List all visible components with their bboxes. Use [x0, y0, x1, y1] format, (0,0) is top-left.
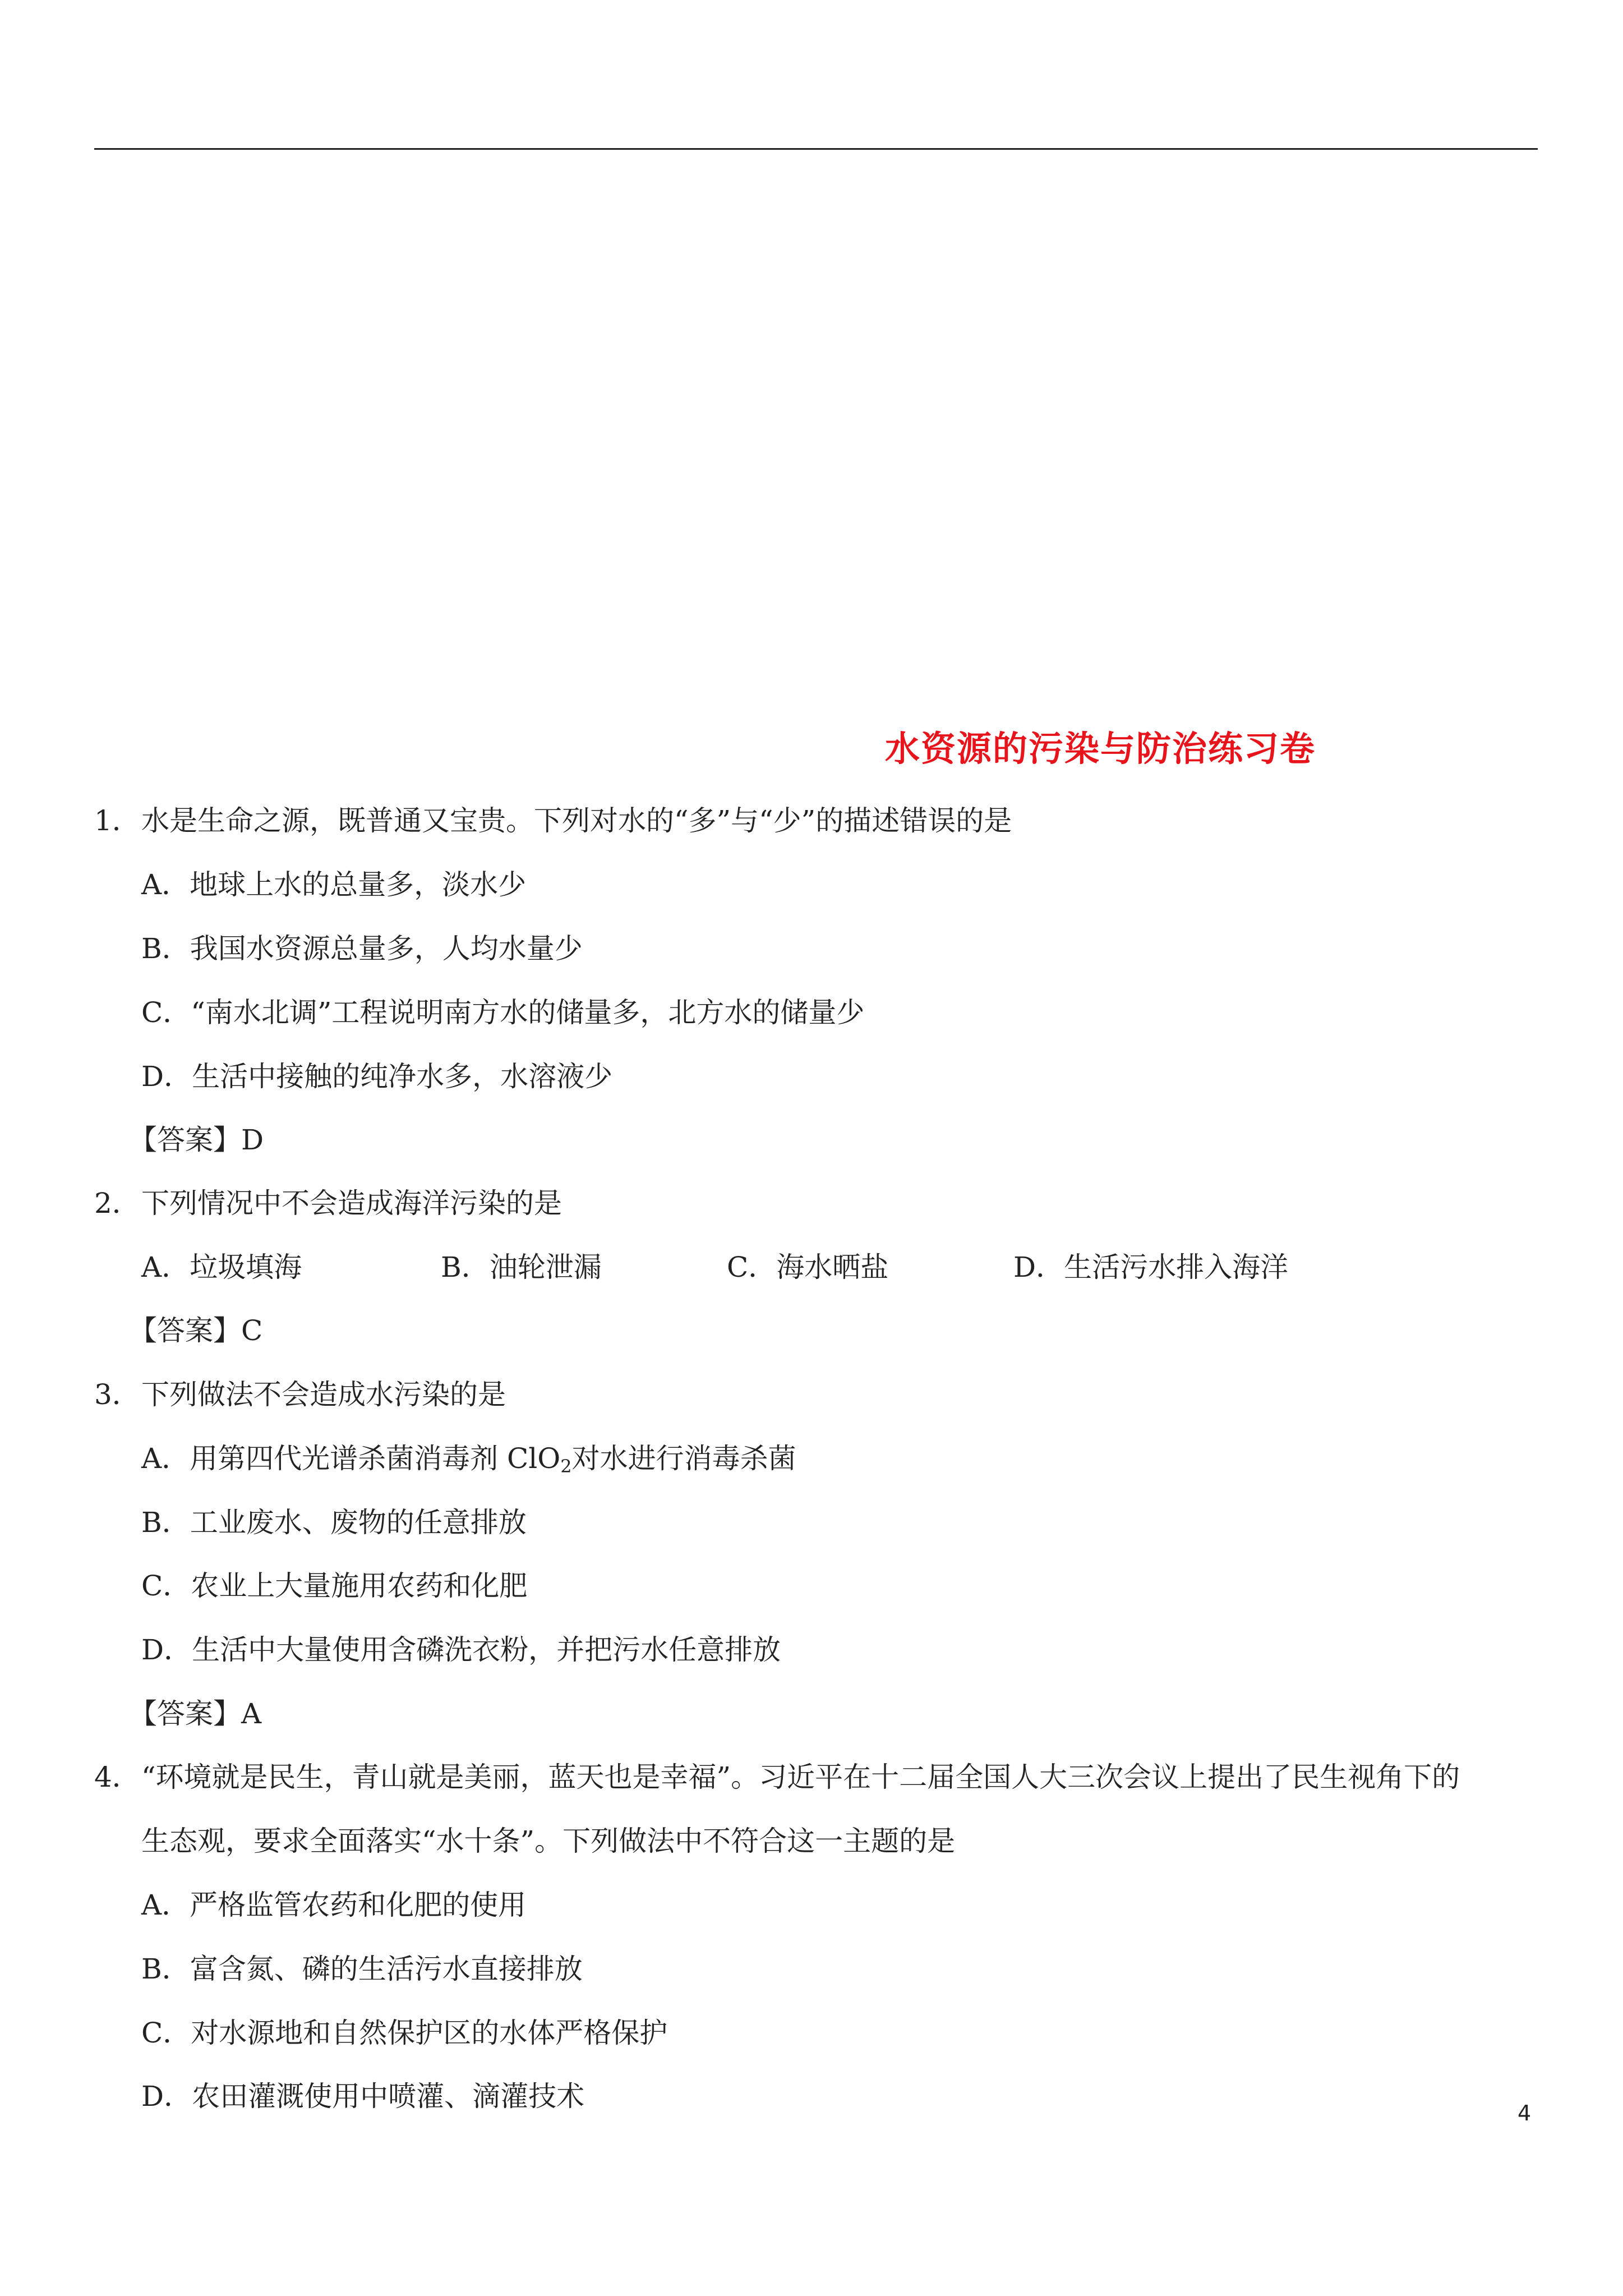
q3-option-d: D．生活中大量使用含磷洗衣粉，并把污水任意排放 — [141, 1634, 781, 1666]
question-number: 1． — [94, 804, 140, 837]
answer-label: 【答案】 — [129, 1124, 241, 1156]
answer-value: D — [241, 1124, 264, 1156]
q1-option-c: C．“南水北调”工程说明南方水的储量多，北方水的储量少 — [141, 996, 865, 1029]
question-stem: 下列做法不会造成水污染的是 — [141, 1378, 506, 1411]
question-number: 2． — [94, 1187, 140, 1220]
question-3 — [94, 1377, 506, 1412]
q3-answer — [129, 1696, 261, 1731]
option-text: 对水进行消毒杀菌 — [571, 1442, 796, 1475]
answer-label: 【答案】 — [129, 1314, 241, 1347]
question-stem: “环境就是民生，青山就是美丽，蓝天也是幸福”。习近平在十二届全国人大三次会议上提出了民生视角下的 — [141, 1761, 1460, 1793]
q2-option-c: C．海水晒盐 — [727, 1251, 889, 1283]
answer-value: C — [241, 1314, 263, 1347]
q2-option-b: B．油轮泄漏 — [441, 1251, 602, 1283]
answer-label: 【答案】 — [129, 1697, 241, 1730]
q2-option-a: A．垃圾填海 — [141, 1251, 302, 1283]
q1-answer — [129, 1122, 264, 1157]
worksheet-title: 水资源的污染与防治练习卷 — [885, 728, 1316, 769]
q4-option-b: B．富含氮、磷的生活污水直接排放 — [141, 1953, 583, 1985]
question-2 — [94, 1186, 562, 1221]
question-4-stem-continued: 生态观，要求全面落实“水十条”。下列做法中不符合这一主题的是 — [141, 1825, 956, 1857]
q1-option-a: A．地球上水的总量多，淡水少 — [141, 868, 527, 901]
question-stem: 水是生命之源，既普通又宝贵。下列对水的“多”与“少”的描述错误的是 — [141, 804, 1012, 837]
answer-value: A — [241, 1697, 262, 1730]
q2-answer — [129, 1313, 262, 1348]
q4-option-c: C．对水源地和自然保护区的水体严格保护 — [141, 2017, 668, 2049]
question-stem: 下列情况中不会造成海洋污染的是 — [141, 1187, 562, 1220]
question-number: 4． — [94, 1761, 140, 1793]
subscript: 2 — [560, 1456, 572, 1477]
q4-option-a: A．严格监管农药和化肥的使用 — [141, 1889, 527, 1921]
q3-option-c: C．农业上大量施用农药和化肥 — [141, 1570, 528, 1602]
question-1 — [94, 803, 1012, 838]
question-number: 3． — [94, 1378, 140, 1411]
q3-option-b: B．工业废水、废物的任意排放 — [141, 1506, 527, 1539]
q1-option-d: D．生活中接触的纯净水多，水溶液少 — [141, 1060, 613, 1093]
question-4 — [94, 1760, 1460, 1795]
q1-option-b: B．我国水资源总量多，人均水量少 — [141, 932, 583, 965]
page-number: 4 — [1518, 2101, 1532, 2125]
option-text: A．用第四代光谱杀菌消毒剂 ClO — [141, 1442, 561, 1475]
q2-option-d: D．生活污水排入海洋 — [1013, 1251, 1289, 1283]
q4-option-d: D．农田灌溉使用中喷灌、滴灌技术 — [141, 2080, 585, 2113]
header-rule — [94, 148, 1538, 150]
q3-option-a — [141, 1441, 796, 1476]
